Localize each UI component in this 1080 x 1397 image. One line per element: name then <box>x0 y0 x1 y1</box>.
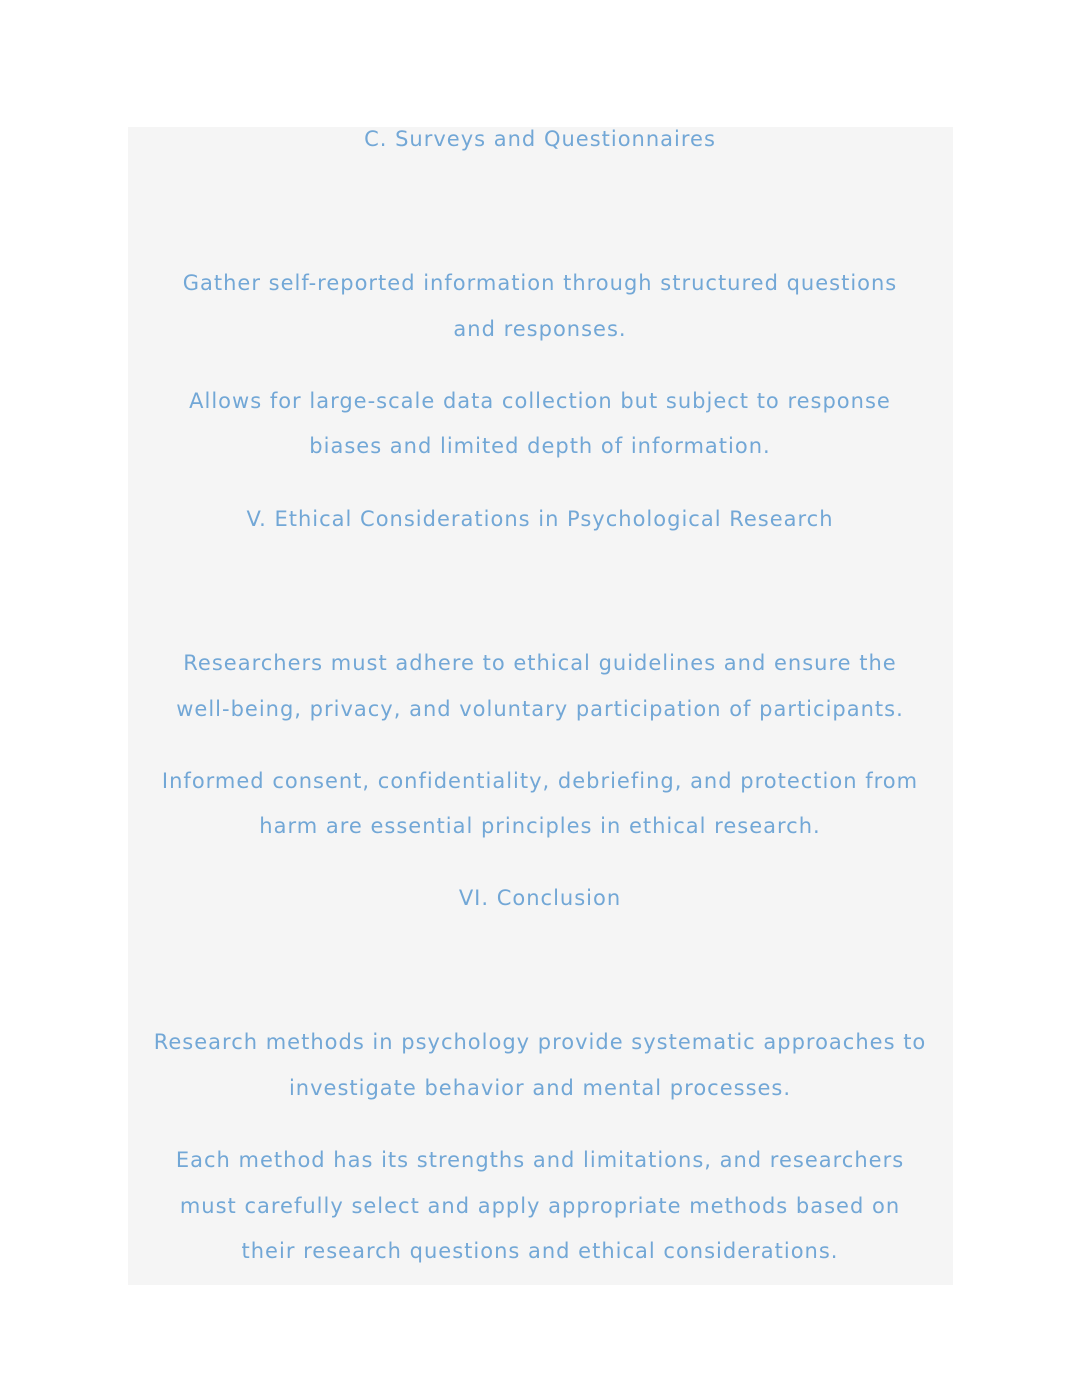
paragraph-line: Allows for large-scale data collection but subject to response <box>189 389 891 413</box>
paragraph-line: Informed consent, confidentiality, debriefing, and protection from <box>161 769 919 793</box>
paragraph-line: harm are essential principles in ethical research. <box>259 814 821 838</box>
paragraph-line: Gather self-reported information through structured questions <box>182 271 898 295</box>
paragraph-line: Each method has its strengths and limitations, and researchers <box>175 1148 905 1172</box>
paragraph-line: must carefully select and apply appropriate methods based on <box>179 1194 901 1218</box>
paragraph-line: well-being, privacy, and voluntary participation of participants. <box>176 697 904 721</box>
paragraph-line: Research methods in psychology provide systematic approaches to <box>153 1030 927 1054</box>
paragraph-line: Researchers must adhere to ethical guidelines and ensure the <box>183 651 897 675</box>
section-heading-surveys: C. Surveys and Questionnaires <box>364 127 716 151</box>
paragraph-line: investigate behavior and mental processes. <box>288 1076 792 1100</box>
paragraph-line: and responses. <box>453 317 627 341</box>
paragraph-line: biases and limited depth of information. <box>309 434 771 458</box>
paragraph-line: their research questions and ethical considerations. <box>241 1239 839 1263</box>
section-heading-ethics: V. Ethical Considerations in Psychological Research <box>246 507 834 531</box>
section-heading-conclusion: VI. Conclusion <box>458 886 622 910</box>
